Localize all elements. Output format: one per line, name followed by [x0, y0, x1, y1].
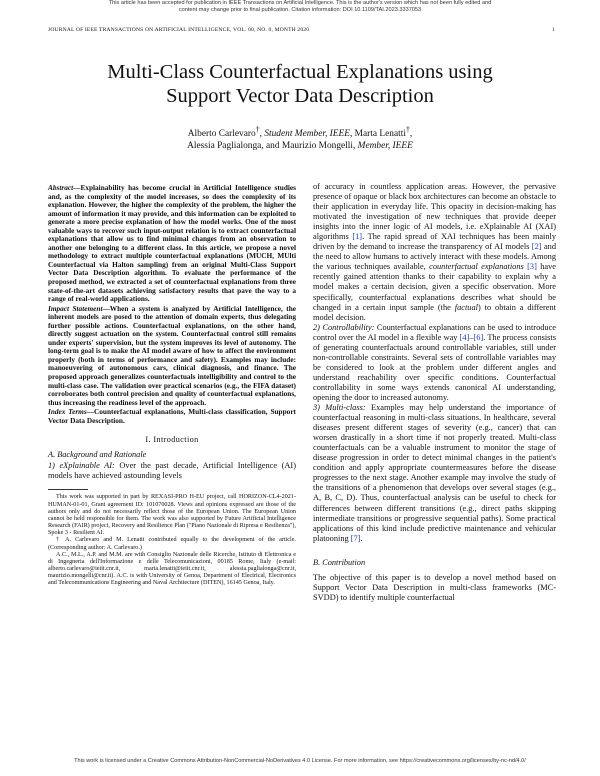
paper-title — [40, 60, 560, 108]
title-line-2: Support Vector Data Description — [166, 85, 434, 107]
range-dash: – — [469, 332, 474, 342]
paragraph-label: 1) eXplainable AI: — [48, 461, 115, 471]
right-column — [313, 182, 556, 603]
abstract-label: Abstract — [48, 183, 74, 192]
publication-notice — [0, 0, 600, 22]
text-run: of accuracy in countless application areas. However, the pervasive presence of opaque or black box architectures can become an obstacle to their application in everyday life. This opacity in decision-making has motivated the investigation of new techniques that provide deeper insights into the inner logic of AI models, i.e. eXplainable AI (XAI) algorithms — [313, 182, 556, 242]
equal-contribution-mark: † — [255, 125, 260, 134]
citation-link[interactable]: [4] — [459, 332, 470, 342]
footnote-separator — [48, 489, 88, 490]
citation-link[interactable]: [3] — [527, 262, 537, 272]
left-column — [48, 184, 296, 587]
paragraph-text: Over the past decade, Artificial Intelligence (AI) models have achieved astounding levels — [48, 461, 296, 481]
citation-link[interactable]: [7] — [350, 533, 361, 543]
license-notice: This work is licensed under a Creative Commons Attribution-NonCommercial-NoDerivatives 4.0 License. For more information, see https://creativecommons.org/licenses/by-nc-nd/4.0/ — [74, 758, 526, 764]
text-run: have recently gained attention thanks to their capability to explain why a model makes a certain decision, given a specific observation. More specifically, counterfactual explanations describes what should be changed in a certain input sample (the — [313, 262, 557, 312]
author-line-2: Alessia Paglialonga, and Maurizio Mongelli, Member, IEEE — [187, 141, 413, 152]
title-line-1: Multi-Class Counterfactual Explanations using — [107, 61, 493, 83]
author-role: Member, IEEE — [357, 141, 413, 152]
index-terms-text: —Counterfactual explanations, Multi-class classification, Support Vector Data Description. — [48, 407, 296, 425]
abstract-text: —Explainability has become crucial in Artificial Intelligence studies and, as the complexity of the model increases, so does the complexity of its explanation. However, the higher the complexity of the problem, the higher the amount of information it may provide, and this information can be exploited to generate a more precise explanation of how the model works. One of the most valuable ways to recover such input-output relation is to extract counterfactual explanations that allow us to find minimal changes from an observation to another one belonging to a different class. In this article, we propose a novel methodology to extract multiple counterfactual explanations (MUCH, MUlti Counterfactual via Halton sampling) from an original Multi-Class Support Vector Data Description algorithm. To evaluate the performance of the proposed method, we extracted a set of counterfactual explanations from three state-of-the-art datasets achieving satisfactory results that pave the way to a range of real-world applications. — [48, 183, 296, 304]
impact-statement — [48, 305, 296, 408]
author-name: Alberto Carlevaro — [187, 129, 256, 140]
author-role: Student Member, IEEE — [264, 129, 350, 140]
journal-name: JOURNAL OF IEEE TRANSACTIONS ON ARTIFICIAL INTELLIGENCE, VOL. 00, NO. 0, MONTH 2020 — [48, 27, 310, 33]
notice-line-1: This article has been accepted for publication in IEEE Transactions on Artificial Intelligence. This is the author's version which has not been fully edited and — [108, 0, 492, 6]
impact-text: —When a system is analyzed by Artificial Intelligence, the inherent models are posed to the attention of domain experts, thus delegating further possible actions. Counterfactual explanations, on the other hand, directly suggest actuation on the system. Counterfactual control still remains under experts' supervision, but the system improves its level of autonomy. The long-term goal is to make the AI model aware of how to affect the environment properly (both in terms of performance and safety). Examples may include: manoeuvering of autonomous cars, clinical diagnosis, and finance. The proposed approach generalizes counterfactuals intelligibility and control to the multi-class case. The validation over practical scenarios (e.g., the FIFA dataset) corroborates both control precision and quality of counterfactual explanations, thus increasing the readiness level of the approach. — [48, 303, 296, 407]
abstract — [48, 184, 296, 304]
xai-paragraph — [313, 182, 556, 323]
author-name: Alessia Paglialonga, and Maurizio Mongelli — [187, 141, 353, 152]
text-run: ) to obtain a different model decision. — [313, 302, 556, 322]
citation-link[interactable]: [1] — [352, 232, 363, 242]
emphasis-term: factual — [454, 302, 478, 312]
text-run: . The rapid spread of XAI techniques has been mainly driven by the demand to increase the transparency of AI models — [313, 232, 557, 252]
citation-link[interactable]: [6] — [473, 332, 484, 342]
subsection-heading: A. Background and Rationale — [48, 450, 147, 460]
author-list — [40, 124, 560, 153]
author-line-1: Alberto Carlevaro†, Student Member, IEEE, Marta Lenatti†, — [187, 125, 413, 140]
text-run: . The process consists of generating counterfactuals around controllable variables, still under non-controllable constraints. Several sets of controllable variables may be considered to look at the problem under different angles and understand reachability over specific conditions. Counterfactual controllability in some ways extends canonical AI understanding, opening the door to increased autonomy. — [313, 332, 556, 402]
running-header — [48, 27, 555, 33]
text-run: and the need to allow humans to actively interact with these models. Among the various techniques available, — [313, 242, 556, 272]
emphasis-term: counterfactual explanations — [429, 262, 524, 272]
controllability-paragraph — [313, 323, 556, 403]
text-run: Counterfactual explanations can be used to introduce control over the AI model in a flexible way — [313, 322, 556, 342]
footnote-equal-contribution: † A. Carlevaro and M. Lenatti contributed equally to the development of the article. (Corresponding author: A. Carlevaro.) — [48, 537, 296, 551]
notice-line-2: content may change prior to final publication. Citation information: DOI 10.1109/TAI.2023.3337053 — [178, 7, 422, 13]
index-terms-label: Index Terms — [48, 407, 87, 417]
citation-link[interactable]: [2] — [531, 242, 542, 252]
contribution-paragraph: The objective of this paper is to develop a novel method based on Support Vector Data Description in multi-class frameworks (MC-SVDD) to identify multiple counterfactual — [313, 572, 556, 602]
text-run: Examples may help understand the importance of counterfactual reasoning in multi-class situations. In healthcare, several diseases present different stages of severity (e.g., cancer) that can worsen drastically in a short time if not properly treated. Multi-class counterfactuals can be a valuable instrument to monitor the stage of disease progression in order to detect minimal changes in the patient's condition and apply appropriate countermeasures before the disease progresses to the next stage. Another example may involve the study of the transitions of a phenomenon that develops over several stages (e.g., A, B, C, D). Thus, counterfactual analysis can be useful to check for differences between different transitions (e.g., direct paths skipping intermediate transitions or progressive sequential paths). Some practical applications of this kind include predictive maintenance and vehicular platooning — [313, 403, 556, 543]
paragraph-label: 2) Controllability: — [313, 322, 375, 332]
author-name: Marta Lenatti — [354, 129, 406, 140]
intro-paragraph — [48, 461, 296, 481]
text-run: . — [360, 533, 363, 543]
equal-contribution-mark: † — [405, 125, 410, 134]
index-terms — [48, 408, 296, 425]
multiclass-paragraph — [313, 403, 556, 544]
subsection-heading: B. Contribution — [313, 557, 366, 567]
footnote-funding: This work was supported in part by REXASI-PRO H-EU project, call HORIZON-CL4-2021-HUMAN-01-01, Grant agreement ID: 101070028. Views and opinions expressed are those of the authors only and do not necessarily reflect those of the European Union. The European Union cannot be held responsible for them. The work was also supported by Future Artificial Intelligence Research (FAIR) project, Recovery and Resilience Plan ("Piano Nazionale di Ripresa e Resilienza"), Spoke 3 - Resilient AI. — [48, 494, 296, 537]
impact-label: Impact Statement — [48, 303, 103, 313]
section-heading: I. Introduction — [145, 435, 199, 445]
paragraph-label: 3) Multi-class: — [313, 403, 366, 413]
footnote-affiliations: A.C., M.L., A.P. and M.M. are with Consiglio Nazionale delle Ricerche, Istituto di Elettronica e di Ingegneria dell'Informazione e delle Telecomunicazioni, 00185 Rome, Italy (e-mail: alberto.carlevaro@ieiit.cnr.it, marta.lenatti@ieiit.cnr.it, alessia.paglialonga@cnr.it, maurizio.mongelli@cnr.it). A.C. is with University of Genoa, Department of Electrical, Electronics and Telecommunications Engineering and Naval Architecture (DITEN), 16145 Genoa, Italy. — [48, 551, 296, 587]
page-number: 1 — [552, 27, 555, 33]
